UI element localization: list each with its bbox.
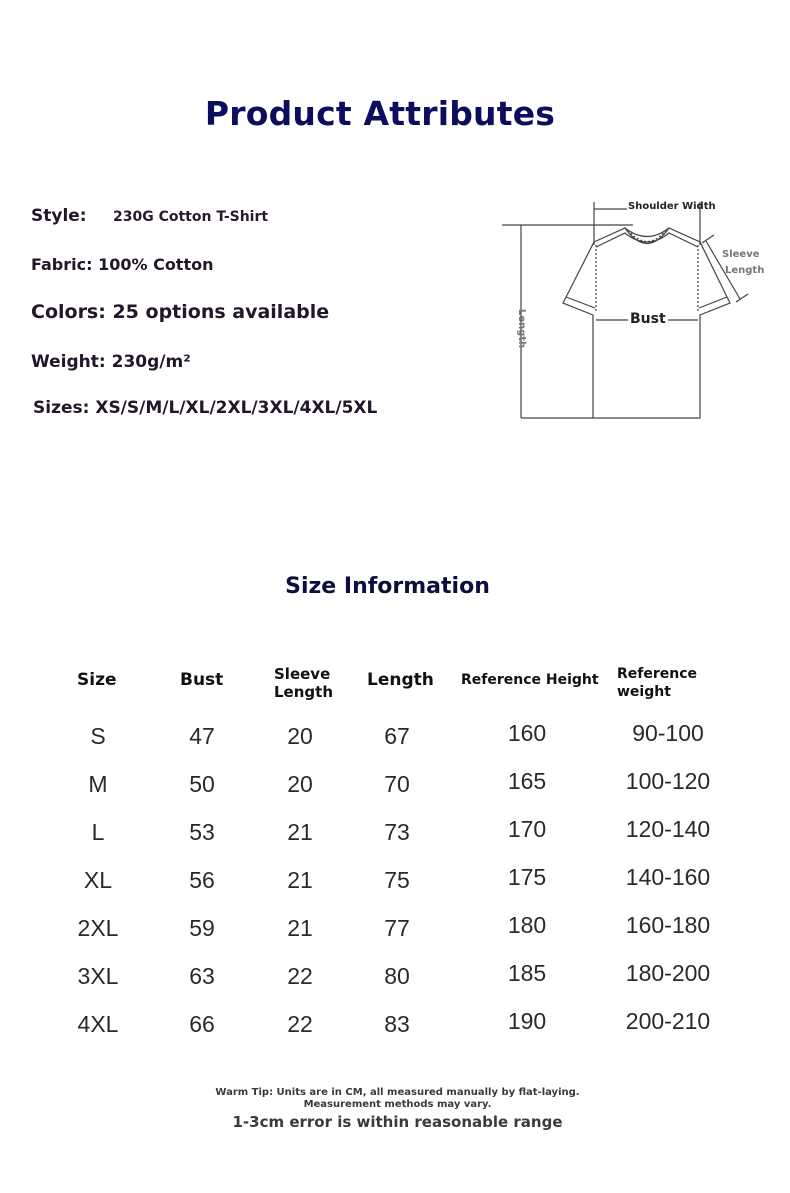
cell-bust: 66 (189, 1011, 215, 1037)
weight-attribute: Weight: 230g/m² (31, 352, 191, 372)
cell-ref-weight: 160-180 (625, 912, 711, 938)
cell-ref-height: 185 (507, 960, 547, 986)
cell-sleeve: 22 (287, 963, 313, 989)
cell-ref-weight: 200-210 (625, 1008, 711, 1034)
cell-sleeve: 21 (287, 867, 313, 893)
sleeve-header-line-2: Length (274, 683, 333, 701)
fabric-attribute: Fabric: 100% Cotton (31, 255, 214, 274)
cell-bust: 63 (189, 963, 215, 989)
cell-length: 80 (384, 963, 410, 989)
cell-bust: 59 (189, 915, 215, 941)
size-information-title: Size Information (285, 574, 490, 599)
cell-size: S (90, 723, 106, 749)
cell-size: M (88, 771, 108, 797)
cell-ref-height: 175 (507, 864, 547, 890)
sizes-attribute: Sizes: XS/S/M/L/XL/2XL/3XL/4XL/5XL (33, 398, 378, 418)
length-label: Length (516, 308, 528, 349)
cell-sleeve: 21 (287, 915, 313, 941)
cell-length: 75 (384, 867, 410, 893)
sleeve-label: Sleeve (722, 249, 760, 260)
cell-sleeve: 21 (287, 819, 313, 845)
cell-ref-weight: 90-100 (632, 720, 704, 746)
cell-ref-height: 180 (507, 912, 547, 938)
refw-header-line-1: Reference (617, 666, 698, 682)
cell-bust: 47 (189, 723, 215, 749)
cell-sleeve: 20 (287, 771, 313, 797)
cell-size: 2XL (77, 915, 119, 941)
style-label: Style: (31, 206, 87, 226)
cell-sleeve: 20 (287, 723, 313, 749)
shoulder-width-label: Shoulder Width (628, 201, 716, 212)
cell-ref-height: 170 (507, 816, 547, 842)
cell-length: 70 (384, 771, 410, 797)
cell-sleeve: 22 (287, 1011, 313, 1037)
cell-ref-height: 160 (507, 720, 547, 746)
warm-tip: Warm Tip: Units are in CM, all measured manually by flat-laying. Measurement methods may vary. (215, 1087, 580, 1110)
cell-ref-weight: 100-120 (625, 768, 711, 794)
cell-ref-weight: 180-200 (625, 960, 711, 986)
tshirt-measurement-diagram (500, 195, 770, 430)
cell-bust: 53 (189, 819, 215, 845)
column-header-bust: Bust (180, 670, 224, 690)
cell-size: 4XL (77, 1011, 119, 1037)
cell-size: 3XL (77, 963, 119, 989)
cell-ref-weight: 120-140 (625, 816, 711, 842)
cell-ref-weight: 140-160 (625, 864, 711, 890)
sleeve-header-line-1: Sleeve (274, 665, 331, 683)
page-title: Product Attributes (204, 94, 556, 133)
cell-ref-height: 165 (507, 768, 547, 794)
cell-bust: 50 (189, 771, 215, 797)
column-header-sleeve-length (274, 665, 333, 701)
column-header-size: Size (77, 670, 117, 690)
cell-length: 77 (384, 915, 410, 941)
cell-bust: 56 (189, 867, 215, 893)
column-header-reference-weight (617, 665, 697, 701)
style-value: 230G Cotton T-Shirt (113, 209, 269, 225)
cell-length: 83 (384, 1011, 410, 1037)
error-note: 1-3cm error is within reasonable range (232, 1113, 563, 1131)
cell-size: XL (83, 867, 113, 893)
bust-label: Bust (630, 311, 666, 327)
refw-header-line-2: weight (617, 684, 671, 700)
column-header-reference-height: Reference Height (461, 672, 599, 688)
cell-size: L (91, 819, 105, 845)
cell-length: 73 (384, 819, 410, 845)
sleeve-length-label: Length (725, 265, 765, 276)
colors-attribute: Colors: 25 options available (31, 301, 330, 323)
cell-ref-height: 190 (507, 1008, 547, 1034)
column-header-length: Length (367, 670, 434, 690)
cell-length: 67 (384, 723, 410, 749)
